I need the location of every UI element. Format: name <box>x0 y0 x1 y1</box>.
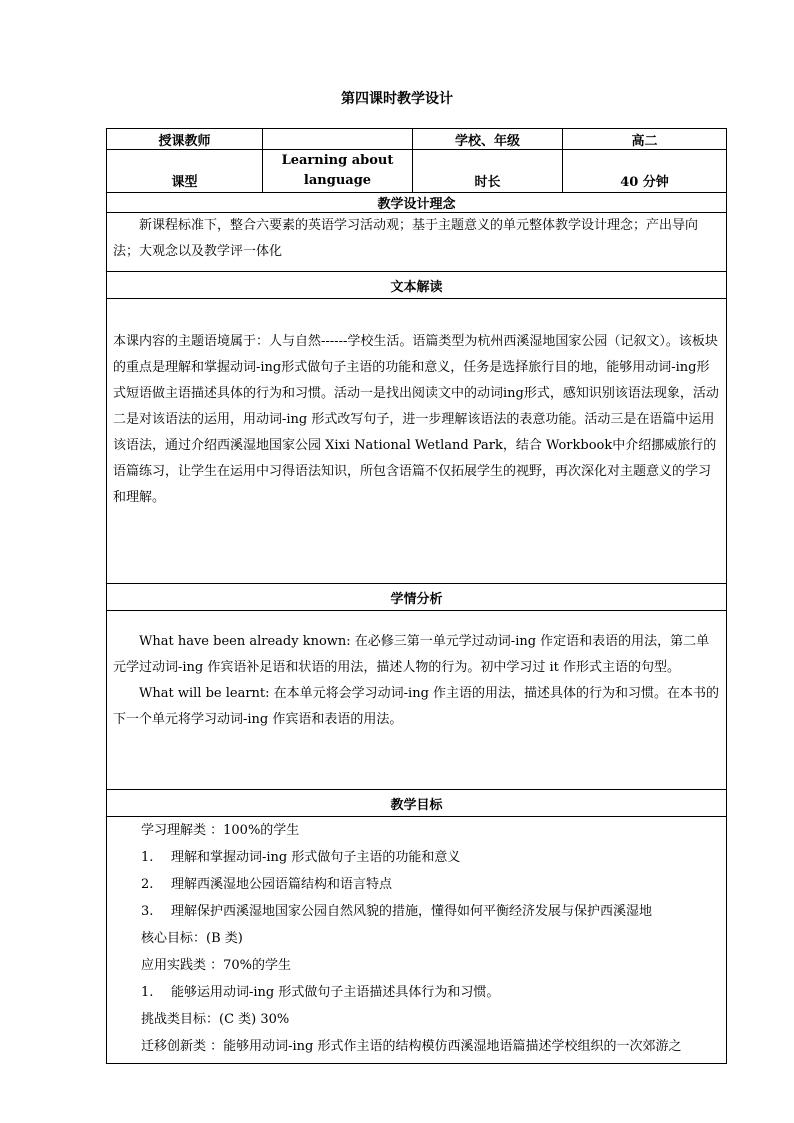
section-text-analysis-title: 文本解读 <box>107 272 727 299</box>
duration-value: 40 分钟 <box>563 150 727 193</box>
teacher-value <box>263 129 413 150</box>
goal-line: 1. 理解和掌握动词-ing 形式做句子主语的功能和意义 <box>141 850 461 865</box>
page-title: 第四课时教学设计 <box>341 91 453 107</box>
grade-value: 高二 <box>563 129 727 150</box>
goal-line: 核心目标：(B 类) <box>141 931 243 946</box>
goal-line: 2. 理解西溪湿地公园语篇结构和语言特点 <box>141 877 393 892</box>
lesson-type-value: Learning about language <box>263 150 413 193</box>
goal-line: 迁移创新类 ：能够用动词-ing 形式作主语的结构模仿西溪湿地语篇描述学校组织的一次郊游之 <box>141 1039 682 1054</box>
duration-label: 时长 <box>413 150 563 193</box>
teacher-label: 授课教师 <box>107 129 263 150</box>
lesson-type-label: 课型 <box>107 150 263 193</box>
learner-new-paragraph: What will be learnt: 在本单元将会学习动词-ing 作主语的用法，描述具体的行为和习惯。在本书的下一个单元将学习动词-ing 作宾语和表语的用法。 <box>113 686 720 727</box>
text-analysis-paragraph: 本课内容的主题语境属于：人与自然------学校生活。语篇类型为杭州西溪湿地国家公园（记叙文）。该板块的重点是理解和掌握动词-ing形式做句子主语的功能和意义，任务是选择旅行目的地，能够用动词-ing形式短语做主语描述具体的行为和习惯。活动一是找出阅读文中的动词ing形式，感知识别该语法现象，活动二是对该语法的运用，用动词-ing 形式改写句子，进一步理解该语法的表意功能。活动三是在语篇中运用该语法，通过介绍西溪湿地国家公园 Xixi National Wetland Park，结合 Workbook中介绍挪威旅行的语篇练习，让学生在运用中习得语法知识，所包含语篇不仅拓展学生的视野，再次深化对主题意义的学习和理解。 <box>113 334 719 505</box>
school-grade-label: 学校、年级 <box>413 129 563 150</box>
goal-line: 应用实践类 ：70%的学生 <box>141 958 292 973</box>
learner-known-paragraph: What have been already known: 在必修三第一单元学过动词-ing 作定语和表语的用法，第二单元学过动词-ing 作宾语补足语和状语的用法，描述人物的行为。初中学习过 it 作形式主语的句型。 <box>113 634 710 675</box>
section-goals-title: 教学目标 <box>107 790 727 817</box>
goal-line: 1. 能够运用动词-ing 形式做句子主语描述具体行为和习惯。 <box>141 985 500 1000</box>
lesson-plan-table <box>106 128 727 1064</box>
section-learner-title: 学情分析 <box>107 584 727 611</box>
goal-line: 挑战类目标：(C 类) 30% <box>141 1012 290 1027</box>
goal-line: 学习理解类 ：100%的学生 <box>141 823 300 838</box>
concept-text: 新课程标准下，整合六要素的英语学习活动观；基于主题意义的单元整体教学设计理念；产出导向法；大观念以及教学评一体化 <box>113 218 699 259</box>
goals-list <box>113 817 720 1060</box>
goal-line: 3. 理解保护西溪湿地国家公园自然风貌的措施，懂得如何平衡经济发展与保护西溪湿地 <box>141 904 653 919</box>
section-concept-title: 教学设计理念 <box>107 193 727 213</box>
